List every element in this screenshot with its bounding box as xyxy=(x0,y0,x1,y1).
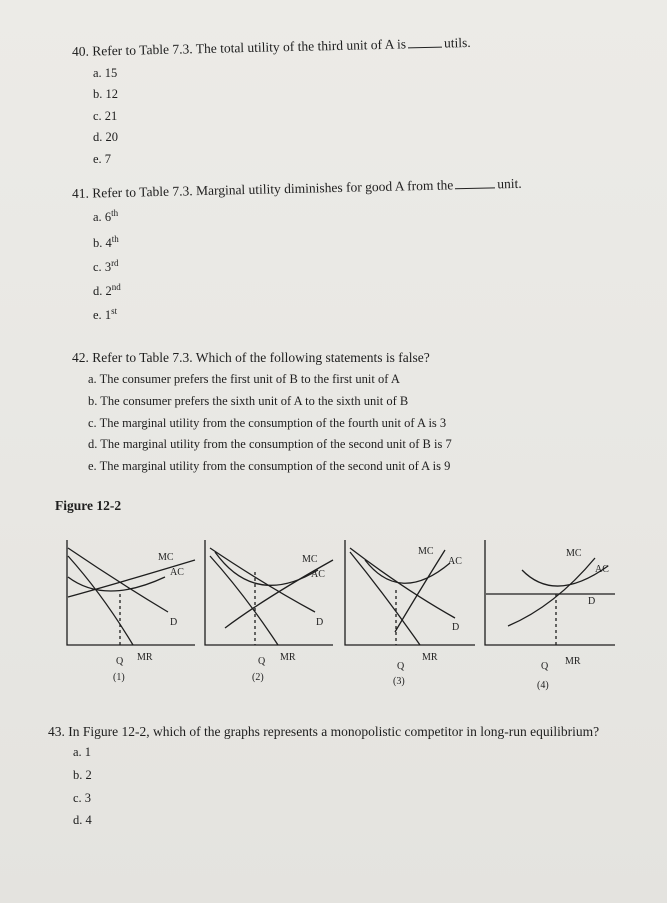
graph-4-ac-label: AC xyxy=(595,564,609,575)
option-number: 3 xyxy=(104,260,112,275)
option-number: 6 xyxy=(104,210,112,225)
graph-3-d-label: D xyxy=(452,622,460,633)
graph-3-mr-curve xyxy=(350,552,420,645)
option-letter: c. xyxy=(93,260,102,275)
option-ordinal: th xyxy=(111,208,119,218)
option-ordinal: st xyxy=(111,306,118,316)
graph-1-number: (1) xyxy=(113,672,125,683)
graph-4-q-label: Q xyxy=(541,661,549,672)
option-number: 1 xyxy=(104,308,112,323)
graph-4-axes xyxy=(485,540,615,645)
q43-option-b[interactable]: b. 2 xyxy=(73,768,92,782)
graph-1-mc-label: MC xyxy=(158,552,174,563)
question-41-suffix: unit. xyxy=(497,175,522,192)
option-number: 2 xyxy=(105,284,112,299)
q40-option-b[interactable]: b. 12 xyxy=(93,87,118,101)
question-41-prefix: 41. Refer to Table 7.3. Marginal utility diminishes for good A from the xyxy=(71,177,454,201)
q40-option-e[interactable]: e. 7 xyxy=(93,152,112,166)
graph-1-q-label: Q xyxy=(116,656,124,667)
graph-1 xyxy=(67,540,195,645)
graph-3-q-label: Q xyxy=(397,661,405,672)
graph-1-mr-label: MR xyxy=(137,652,153,663)
figure-title: Figure 12-2 xyxy=(55,498,122,513)
option-ordinal: nd xyxy=(111,282,121,292)
graph-3-mr-label: MR xyxy=(422,652,438,663)
graph-2-d-label: D xyxy=(316,617,324,628)
graph-4-mc-label: MC xyxy=(566,548,582,559)
graph-3-number: (3) xyxy=(393,676,405,687)
q43-option-d[interactable]: d. 4 xyxy=(73,813,92,827)
q40-option-d[interactable]: d. 20 xyxy=(93,130,118,144)
graph-4 xyxy=(485,540,615,645)
graph-1-ac-label: AC xyxy=(170,567,184,578)
graph-2-number: (2) xyxy=(252,672,264,683)
option-letter: e. xyxy=(93,308,102,323)
graph-2-mr-curve xyxy=(210,556,278,645)
graph-2-q-label: Q xyxy=(258,656,266,667)
graph-4-mc-curve xyxy=(508,558,595,626)
option-letter: d. xyxy=(93,284,103,299)
graph-1-demand-curve xyxy=(68,548,168,612)
graph-2-ac-label: AC xyxy=(311,569,325,580)
graph-2-mr-label: MR xyxy=(280,652,296,663)
graph-1-ac-curve xyxy=(68,577,165,591)
question-42-stem: 42. Refer to Table 7.3. Which of the following statements is false? xyxy=(72,350,430,365)
q40-option-c[interactable]: c. 21 xyxy=(93,109,118,123)
graph-3-mc-label: MC xyxy=(418,546,434,557)
question-43-stem: 43. In Figure 12-2, which of the graphs represents a monopolistic competitor in long-run equilibrium? xyxy=(48,724,600,739)
option-number: 4 xyxy=(105,236,112,251)
graph-4-number: (4) xyxy=(537,680,549,691)
option-letter: a. xyxy=(93,210,102,225)
graph-3-mc-curve xyxy=(395,550,445,632)
q40-option-a[interactable]: a. 15 xyxy=(93,66,118,80)
question-40-suffix: utils. xyxy=(443,34,471,51)
graph-3-ac-label: AC xyxy=(448,556,462,567)
q42-option-b[interactable]: b. The consumer prefers the sixth unit of A to the sixth unit of B xyxy=(88,394,409,408)
q42-option-c[interactable]: c. The marginal utility from the consumption of the fourth unit of A is 3 xyxy=(88,416,447,430)
graph-4-mr-label: MR xyxy=(565,656,581,667)
q43-option-a[interactable]: a. 1 xyxy=(73,745,92,759)
q42-option-e[interactable]: e. The marginal utility from the consumption of the second unit of A is 9 xyxy=(88,459,451,473)
graph-2-mc-label: MC xyxy=(302,554,318,565)
question-40-prefix: 40. Refer to Table 7.3. The total utility of the third unit of A is xyxy=(71,36,407,59)
option-letter: b. xyxy=(93,236,103,251)
q42-option-a[interactable]: a. The consumer prefers the first unit of B to the first unit of A xyxy=(88,372,400,386)
q43-option-c[interactable]: c. 3 xyxy=(73,791,92,805)
graph-4-d-label: D xyxy=(588,596,596,607)
graph-1-d-label: D xyxy=(170,617,178,628)
option-ordinal: rd xyxy=(111,258,119,268)
option-ordinal: th xyxy=(111,234,119,244)
q42-option-d[interactable]: d. The marginal utility from the consumption of the second unit of B is 7 xyxy=(88,437,452,451)
